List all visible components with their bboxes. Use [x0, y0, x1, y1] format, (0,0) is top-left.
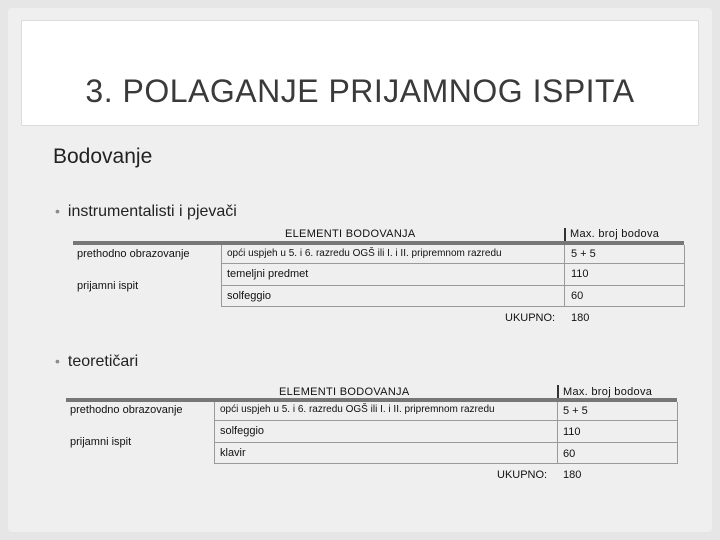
group-label: prijamni ispit: [77, 280, 139, 292]
row-divider: [221, 285, 685, 286]
total-label: UKUPNO:: [497, 469, 548, 481]
table-cell-element: solfeggio: [227, 290, 272, 302]
group-label: prijamni ispit: [70, 436, 132, 448]
bullet-instrumentalisti: [55, 203, 237, 221]
column-divider: [557, 402, 558, 463]
row-divider: [214, 420, 678, 421]
table-cell-points: 110: [571, 268, 589, 280]
header-elements: ELEMENTI BODOVANJA: [285, 228, 416, 240]
header-max: Max. broj bodova: [563, 386, 653, 398]
box-right-border: [677, 402, 678, 463]
table-cell-element: opći uspjeh u 5. i 6. razredu OGŠ ili I. i II. pripremnom razredu: [220, 404, 495, 415]
bullet-text: instrumentalisti i pjevači: [67, 203, 237, 220]
table-cell-element: opći uspjeh u 5. i 6. razredu OGŠ ili I. i II. pripremnom razredu: [227, 248, 502, 259]
group-label: prethodno obrazovanje: [77, 248, 190, 260]
title-box: [21, 20, 699, 126]
table-cell-element: klavir: [220, 447, 246, 459]
bullet-text: teoretičari: [67, 353, 139, 370]
group-label: prethodno obrazovanje: [70, 404, 183, 416]
box-left-border: [221, 245, 222, 306]
box-right-border: [684, 245, 685, 306]
header-elements: ELEMENTI BODOVANJA: [279, 386, 410, 398]
bullet-teoreticari: [55, 353, 138, 371]
total-value: 180: [571, 312, 590, 324]
table-cell-points: 60: [571, 290, 584, 302]
total-value: 180: [563, 469, 582, 481]
bullet-dot-icon: •: [55, 203, 60, 219]
box-bottom-border: [214, 463, 678, 464]
table-cell-points: 5 + 5: [563, 405, 588, 417]
total-label: UKUPNO:: [505, 312, 556, 324]
table-cell-element: temeljni predmet: [227, 268, 309, 280]
header-divider: [557, 385, 559, 398]
bullet-dot-icon: •: [55, 353, 60, 369]
header-divider: [564, 228, 566, 241]
table-cell-points: 60: [563, 448, 576, 460]
header-max: Max. broj bodova: [570, 228, 660, 240]
column-divider: [564, 245, 565, 306]
table-cell-points: 5 + 5: [571, 248, 596, 260]
row-divider: [214, 442, 678, 443]
box-bottom-border: [221, 306, 685, 307]
section-heading: Bodovanje: [53, 145, 153, 168]
table-cell-element: solfeggio: [220, 425, 265, 437]
table-cell-points: 110: [563, 426, 581, 438]
table-header-bar: [73, 241, 684, 245]
table-header-bar: [66, 398, 677, 402]
box-left-border: [214, 402, 215, 463]
slide-title: 3. POLAGANJE PRIJAMNOG ISPITA: [85, 73, 635, 109]
row-divider: [221, 263, 685, 264]
